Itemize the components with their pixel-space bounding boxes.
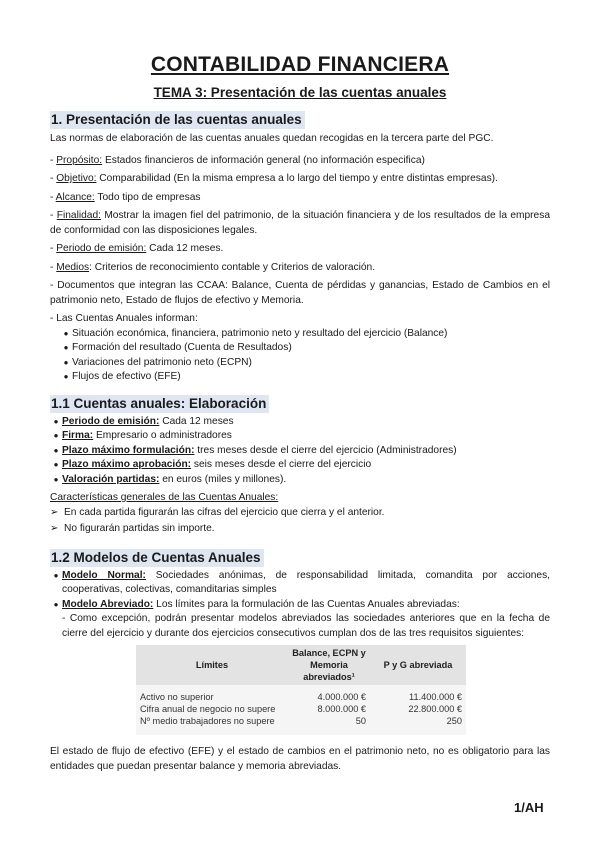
elaboracion-item: ● Valoración partidas: en euros (miles y millones). <box>50 473 550 488</box>
table-row: Cifra anual de negocio no supere 8.000.000 € 22.800.000 € <box>136 703 466 715</box>
table-header-pyg: P y G abreviada <box>370 645 466 685</box>
elaboracion-item: ● Firma: Empresario o administradores <box>50 429 550 444</box>
bullet-icon: ● <box>63 328 69 338</box>
elaboracion-item: ● Plazo máximo formulación: tres meses desde el cierre del ejercicio (Administradores) <box>50 444 550 459</box>
elaboracion-item: ● Plazo máximo aprobación: seis meses desde el cierre del ejercicio <box>50 458 550 473</box>
caracteristicas-title: Características generales de las Cuentas Anuales: <box>50 492 279 503</box>
informan-intro: - Las Cuentas Anuales informan: <box>50 313 198 324</box>
medios-line: - Medios: Criterios de reconocimiento contable y Criterios de valoración. <box>50 261 376 273</box>
table-row: Nº medio trabajadores no supere 50 250 <box>136 715 466 735</box>
bullet-icon: ● <box>53 570 59 580</box>
finalidad-line: - Finalidad: Mostrar la imagen fiel del patrimonio, de la situación financiera y de los resultados de la empresa de conformidad con las disposiciones legales. <box>50 210 550 236</box>
objetivo-line: - Objetivo: Comparabilidad (En la misma empresa a lo largo del tiempo y entre distintas empresas). <box>50 173 498 184</box>
bullet-icon: ● <box>53 599 59 609</box>
informan-item: ● Situación económica, financiera, patrimonio neto y resultado del ejercicio (Balance) <box>50 327 550 342</box>
bullet-icon: ● <box>63 357 69 367</box>
modelo-normal-item: ● Modelo Normal: Sociedades anónimas, de responsabilidad limitada, comandita por acciones, cooperativas, colectivas, comanditarias simples <box>50 569 550 598</box>
arrow-icon: ➢ <box>50 506 59 518</box>
bullet-icon: ● <box>53 431 59 440</box>
document-subtitle: TEMA 3: Presentación de las cuentas anuales <box>153 85 447 100</box>
bullet-icon: ● <box>53 445 59 455</box>
bullet-icon: ● <box>63 372 69 381</box>
section-1-heading: 1. Presentación de las cuentas anuales <box>50 111 305 129</box>
document-title: CONTABILIDAD FINANCIERA <box>150 53 450 76</box>
section-1-1-heading: 1.1 Cuentas anuales: Elaboración <box>50 395 269 413</box>
alcance-line: - Alcance: Todo tipo de empresas <box>50 191 201 203</box>
informan-item: ● Formación del resultado (Cuenta de Resultados) <box>50 341 550 356</box>
bullet-icon: ● <box>63 343 69 352</box>
table-header-limites: Límites <box>136 645 288 685</box>
caracteristica-item: ➢ En cada partida figurarán las cifras del ejercicio que cierra y el anterior. <box>50 506 550 521</box>
caracteristica-item: ➢ No figurarán partidas sin importe. <box>50 522 550 537</box>
documentos-line: - Documentos que integran las CCAA: Balance, Cuenta de pérdidas y ganancias, Estado de Cambios en el patrimonio neto, Estado de flujos de efectivo y Memoria. <box>50 280 550 306</box>
limits-table <box>136 645 466 735</box>
arrow-icon: ➢ <box>50 523 59 534</box>
elaboracion-item: ● Periodo de emisión: Cada 12 meses <box>50 415 550 430</box>
page-number: 1/AH <box>514 800 544 815</box>
document-page <box>50 0 550 774</box>
bullet-icon: ● <box>53 474 59 484</box>
proposito-line: - Propósito: Estados financieros de información general (no información especifica) <box>50 154 425 166</box>
table-row: Activo no superior 4.000.000 € 11.400.000 € <box>136 685 466 703</box>
section-1-2-heading: 1.2 Modelos de Cuentas Anuales <box>50 549 264 567</box>
bullet-icon: ● <box>53 460 59 469</box>
table-header-balance: Balance, ECPN y Memoria abreviados¹ <box>288 645 370 685</box>
informan-item: ● Variaciones del patrimonio neto (ECPN) <box>50 356 550 371</box>
periodo-emision-line: - Periodo de emisión: Cada 12 meses. <box>50 243 224 254</box>
section-1-intro: Las normas de elaboración de las cuentas anuales quedan recogidas en la tercera parte del PGC. <box>50 133 494 144</box>
informan-item: ● Flujos de efectivo (EFE) <box>50 370 550 385</box>
bullet-icon: ● <box>53 416 59 426</box>
modelo-abreviado-item: ● Modelo Abreviado: Los límites para la formulación de las Cuentas Anuales abreviadas: - Como excepción, podrán presentar modelos abreviados las sociedades anteriores que en la fecha de cierre del ejercicio y durante dos ejercicios consecutivos cumplan dos de las tres requisitos siguientes: <box>50 598 550 642</box>
closing-paragraph: El estado de flujo de efectivo (EFE) y el estado de cambios en el patrimonio neto, no es obligatorio para las entidades que puedan presentar balance y memoria abreviadas. <box>50 746 550 772</box>
